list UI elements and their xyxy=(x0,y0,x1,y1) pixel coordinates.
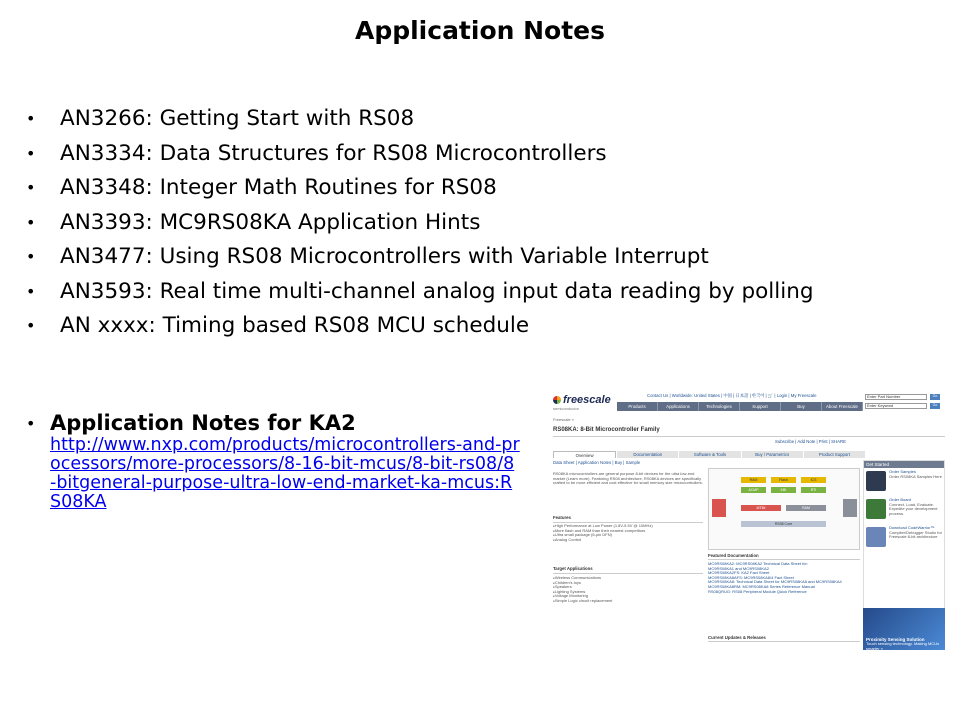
card-title[interactable]: Order Samples xyxy=(889,469,916,475)
logo-subtext: semiconductor xyxy=(553,405,580,411)
bullet-icon: • xyxy=(26,178,36,197)
chip-icon xyxy=(866,471,886,491)
bullet-icon: • xyxy=(26,247,36,266)
application-notes-list xyxy=(26,102,813,344)
list-item-text: AN3593: Real time multi-channel analog input data reading by polling xyxy=(60,278,814,304)
diagram-side-block xyxy=(712,499,726,517)
bullet-icon: • xyxy=(26,109,36,128)
tab-software-tools[interactable]: Software & Tools xyxy=(679,451,740,458)
list-item: ■ Lighting Systems xyxy=(553,590,703,595)
bullet-icon: • xyxy=(26,414,36,433)
board-icon xyxy=(866,499,886,519)
go-button[interactable]: Go xyxy=(930,394,940,400)
bullet-icon: • xyxy=(26,316,36,335)
card-title[interactable]: Download CodeWarrior™ xyxy=(889,525,935,531)
tab-overview[interactable]: Overview xyxy=(553,451,616,458)
current-updates-heading: Current Updates & Releases xyxy=(708,636,860,642)
list-item-text: AN3266: Getting Start with RS08 xyxy=(60,106,415,131)
proximity-promo[interactable] xyxy=(863,608,945,650)
divider xyxy=(553,436,945,437)
block-diagram xyxy=(708,468,860,550)
diagram-block: MTIM xyxy=(741,505,781,511)
page-tools[interactable]: Subscribe | Add Note | Print | SHARE xyxy=(775,439,846,444)
bullet-icon: • xyxy=(26,143,36,163)
bullet-icon: • xyxy=(26,212,36,232)
list-item xyxy=(26,309,813,344)
freescale-logo xyxy=(553,394,611,411)
ka2-section xyxy=(26,410,526,512)
page-heading: RS08KA: 8-Bit Microcontroller Family xyxy=(553,427,660,433)
order-samples-card[interactable] xyxy=(864,470,944,496)
tab-product-support[interactable]: Product Support xyxy=(804,451,865,458)
featured-docs-heading: Featured Documentation xyxy=(708,554,860,560)
list-item: ■ Voltage Monitoring xyxy=(553,594,703,599)
doc-link[interactable]: MC9RS08KA2FS: KA2 Fact Sheet xyxy=(708,570,770,576)
get-started-heading: Get Started xyxy=(864,461,944,468)
diagram-block: RAM xyxy=(741,477,766,483)
target-apps-list xyxy=(553,576,703,604)
target-apps-heading: Target Applications xyxy=(553,567,703,574)
card-title[interactable]: Order Board xyxy=(889,497,912,503)
nav-item[interactable]: Buy xyxy=(781,402,822,411)
slide-title: Application Notes xyxy=(354,16,606,45)
doc-link[interactable]: MC9RS08KA8AFS: MC9RS08KA8/4 Fact Sheet xyxy=(708,574,794,580)
diagram-block: ACMP xyxy=(741,487,766,493)
website-screenshot xyxy=(547,390,947,652)
nav-item[interactable]: Products xyxy=(617,402,658,411)
card-text: Connect, Load, Evaluate. Expedite your development process. xyxy=(889,501,938,516)
list-item xyxy=(26,275,813,310)
list-item xyxy=(26,206,813,241)
list-item: ■ High Performance at Low Power (1.8V-5.5V @ 10MHz) xyxy=(553,524,703,529)
nav-item[interactable]: About Freescale xyxy=(822,402,863,411)
doc-link[interactable]: RS08QRUG: RS08 Peripheral Module Quick Reference xyxy=(708,588,807,594)
features-list xyxy=(553,524,703,542)
diagram-block: RTI xyxy=(801,487,826,493)
doc-link[interactable]: MC9RS08KA2: MC9RS08KA2 Technical Data Sheet for: xyxy=(708,560,808,566)
list-item-text: AN3348: Integer Math Routines for RS08 xyxy=(60,175,497,200)
diagram-side-block xyxy=(843,499,857,517)
list-item xyxy=(26,171,813,206)
doc-link[interactable]: MC9RS08KA8: Technical Data Sheet for MC9RS08KA8 and MC9RS08KA4 xyxy=(708,579,842,585)
list-item-text: AN xxxx: Timing based RS08 MCU schedule xyxy=(60,313,530,338)
list-item: ■ Wireless Communications xyxy=(553,576,703,581)
part-number-input[interactable]: Enter Part Number xyxy=(865,394,927,400)
sub-links[interactable]: Data Sheet | Application Notes | Buy | Sample xyxy=(553,460,641,465)
logo-swirl-icon xyxy=(553,396,561,404)
list-item xyxy=(26,137,813,172)
breadcrumb[interactable]: Freescale » xyxy=(553,417,574,422)
list-item-text: AN3477: Using RS08 Microcontrollers with Variable Interrupt xyxy=(60,244,709,269)
go-button[interactable]: Go xyxy=(930,403,940,409)
list-item: ■ Speakers xyxy=(553,585,703,590)
bullet-icon: • xyxy=(26,281,36,301)
logo-text: freescale xyxy=(563,394,611,406)
nav-item[interactable]: Support xyxy=(740,402,781,411)
diagram-block: RS08 Core xyxy=(741,521,826,527)
list-item: ■ Simple Logic circuit replacement xyxy=(553,599,703,604)
family-description: RS08KA microcontrollers are general purpose 8-bit devices for the ultra low-end market (Learn more). Featuring RS08 architecture, RS08KA devices are specifically crafted to be more efficient and cost effective for small memory size microcontrollers. xyxy=(553,471,703,486)
tab-documentation[interactable]: Documentation xyxy=(617,451,678,458)
list-item: ■ More flash and RAM than their nearest competitors xyxy=(553,529,703,534)
nav-item[interactable]: Technologies xyxy=(699,402,740,411)
doc-link[interactable]: MC9RS08KA8RM: MC9RS08KA8 Series Reference Manual xyxy=(708,583,815,589)
card-text: Order RS08KA Samples Here xyxy=(889,473,942,479)
promo-text: Touch sensing technology. Making MCUs smarter » xyxy=(866,641,940,651)
list-item-text: AN3393: MC9RS08KA Application Hints xyxy=(60,209,481,235)
list-item xyxy=(26,102,813,137)
tab-buy[interactable]: Buy / Parametrics xyxy=(742,451,803,458)
promo-title: Proximity Sensing Solution xyxy=(866,637,925,642)
diagram-block: RAM xyxy=(786,505,826,511)
list-item-text: AN3334: Data Structures for RS08 Microcontrollers xyxy=(60,140,607,166)
software-box-icon xyxy=(866,527,886,547)
top-links[interactable]: Contact Us | Worldwide: United States | 中国 | 日本語 | 한국어 | 🛒 | Login | My Freescale xyxy=(647,393,817,398)
list-item: ■ Children's toys xyxy=(553,581,703,586)
ka2-heading: Application Notes for KA2 xyxy=(50,411,356,435)
order-board-card[interactable] xyxy=(864,498,944,524)
codewarrior-card[interactable] xyxy=(864,526,944,552)
doc-link[interactable]: MC9RS08KA1 and MC9RS08KA2 xyxy=(708,565,769,571)
keyword-input[interactable]: Enter Keyword xyxy=(865,403,927,409)
diagram-block: KBI xyxy=(771,487,796,493)
tab-bar xyxy=(553,451,865,458)
main-nav xyxy=(617,402,863,411)
ka2-link[interactable]: http://www.nxp.com/products/microcontrollers-and-processors/more-processors/8-16-bit-mcus/8-bit-rs08/8-bitgeneral-purpose-ultra-low-end-market-ka-mcus:RS08KA xyxy=(50,435,520,512)
diagram-block: ICS xyxy=(801,477,826,483)
list-item xyxy=(26,240,813,275)
featured-docs xyxy=(708,554,860,594)
card-text: Compiler/Debugger Studio for Freescale 8-bit architecture xyxy=(889,529,942,540)
list-item: ■ Analog Control xyxy=(553,538,703,543)
nav-item[interactable]: Applications xyxy=(658,402,699,411)
features-heading: Features xyxy=(553,516,703,523)
list-item: ■ Ultra small package (6-pin DFN) xyxy=(553,533,703,538)
diagram-block: Flash xyxy=(771,477,796,483)
